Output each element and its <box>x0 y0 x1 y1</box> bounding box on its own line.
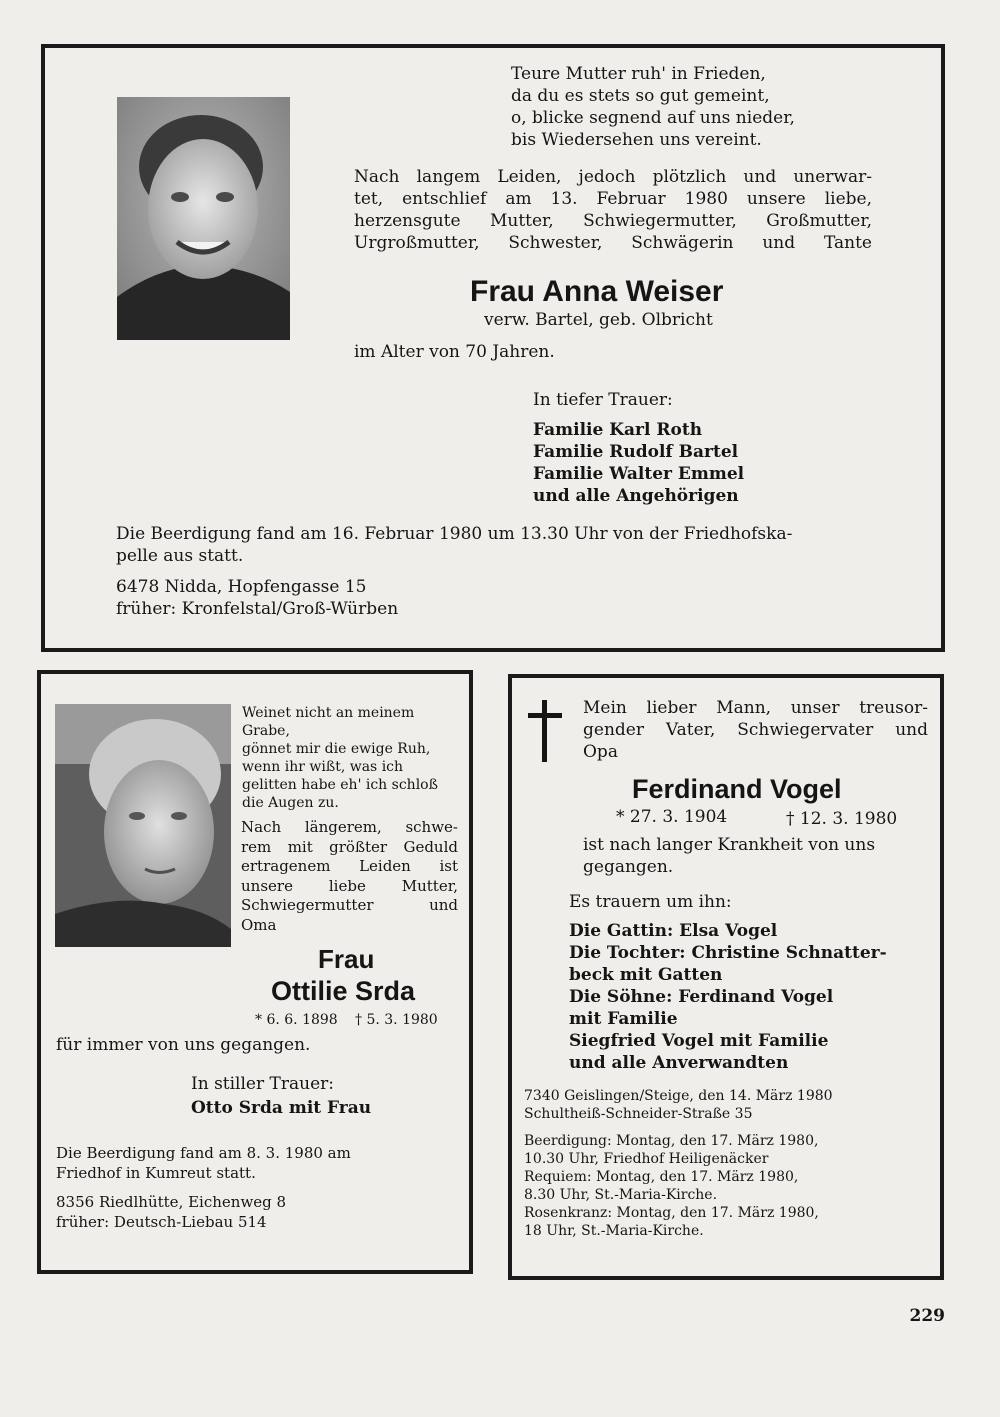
died-date: † 12. 3. 1980 <box>786 809 898 829</box>
mourner-line: Die Tochter: Christine Schnatter- <box>569 943 887 963</box>
mourners-list <box>569 920 887 1074</box>
intro-line: Urgroßmutter, Schwester, Schwägerin und Tante <box>354 233 872 253</box>
mourner-line: mit Familie <box>569 1009 678 1029</box>
mourners-list <box>533 419 744 507</box>
intro-line: Mein lieber Mann, unser treusor- <box>583 698 928 718</box>
mourner-line: Familie Walter Emmel <box>533 464 745 484</box>
mourner-line: Die Gattin: Elsa Vogel <box>569 921 778 941</box>
poem-line: Weinet nicht an meinem <box>242 705 415 721</box>
detail-line: Rosenkranz: Montag, den 17. März 1980, <box>524 1205 819 1221</box>
mourner-line: Familie Karl Roth <box>533 420 703 440</box>
deceased-name: Ferdinand Vogel <box>632 774 842 804</box>
intro-line: Nach langem Leiden, jedoch plötzlich und unerwar- <box>354 167 872 187</box>
detail-line: 8.30 Uhr, St.-Maria-Kirche. <box>524 1187 718 1203</box>
portrait-photo <box>117 97 290 340</box>
deceased-title: Frau <box>318 944 375 974</box>
address-line: früher: Deutsch-Liebau 514 <box>56 1212 267 1231</box>
poem-text <box>242 704 462 812</box>
poem-line: wenn ihr wißt, was ich <box>242 759 404 775</box>
funeral-line: pelle aus statt. <box>116 546 244 566</box>
detail-line: 10.30 Uhr, Friedhof Heiligenäcker <box>524 1151 769 1167</box>
passed-text <box>583 834 875 878</box>
deceased-name: Ottilie Srda <box>271 976 416 1006</box>
poem-line: bis Wiedersehen uns vereint. <box>511 130 762 150</box>
intro-line: ertragenem Leiden ist <box>241 857 458 875</box>
intro-line: Schwiegermutter und <box>241 896 458 914</box>
mourner-name: Otto Srda mit Frau <box>191 1098 372 1118</box>
maiden-name: verw. Bartel, geb. Olbricht <box>484 310 713 330</box>
mourner-line: Familie Rudolf Bartel <box>533 442 739 462</box>
age-text: im Alter von 70 Jahren. <box>354 342 555 362</box>
mourner-line: Siegfried Vogel mit Familie <box>569 1031 829 1051</box>
intro-line: herzensgute Mutter, Schwiegermutter, Großmutter, <box>354 211 872 231</box>
born-date: * 6. 6. 1898 <box>255 1012 338 1028</box>
poem-line: gelitten habe eh' ich schloß <box>242 777 438 793</box>
mourning-label: Es trauern um ihn: <box>569 892 732 912</box>
poem-line: Teure Mutter ruh' in Frieden, <box>511 64 766 84</box>
intro-text <box>354 166 872 254</box>
funeral-text <box>56 1144 351 1183</box>
poem-line: da du es stets so gut gemeint, <box>511 86 770 106</box>
poem-line: gönnet mir die ewige Ruh, <box>242 741 431 757</box>
poem-line: Grabe, <box>242 723 290 739</box>
mourning-label: In stiller Trauer: <box>191 1074 334 1094</box>
cross-icon <box>528 700 562 762</box>
detail-line: Beerdigung: Montag, den 17. März 1980, <box>524 1133 819 1149</box>
place-date-line: Schultheiß-Schneider-Straße 35 <box>524 1106 753 1122</box>
intro-line: gender Vater, Schwiegervater und <box>583 720 928 740</box>
passed-line: ist nach langer Krankheit von uns <box>583 835 876 855</box>
intro-line: unsere liebe Mutter, <box>241 876 458 895</box>
deceased-name: Frau Anna Weiser <box>470 275 724 308</box>
place-date-line: 7340 Geislingen/Steige, den 14. März 1980 <box>524 1088 833 1104</box>
service-details <box>524 1132 819 1240</box>
page-number: 229 <box>909 1306 945 1326</box>
passed-line: gegangen. <box>583 857 674 877</box>
funeral-line: Friedhof in Kumreut statt. <box>56 1163 256 1182</box>
address-text <box>56 1193 286 1232</box>
address-line: 8356 Riedlhütte, Eichenweg 8 <box>56 1193 287 1211</box>
intro-line: tet, entschlief am 13. Februar 1980 unsere liebe, <box>354 189 872 209</box>
intro-text <box>241 818 458 935</box>
portrait-illustration <box>117 97 290 340</box>
portrait-photo <box>55 704 231 947</box>
portrait-illustration <box>55 704 231 947</box>
poem-line: o, blicke segnend auf uns nieder, <box>511 108 795 128</box>
address-line: 6478 Nidda, Hopfengasse 15 <box>116 577 367 597</box>
passed-text: für immer von uns gegangen. <box>56 1035 311 1055</box>
address-text <box>116 576 398 620</box>
mourner-line: Die Söhne: Ferdinand Vogel <box>569 987 834 1007</box>
intro-line: Opa <box>583 742 618 762</box>
intro-line: Nach längerem, schwe- <box>241 818 458 836</box>
funeral-text <box>116 523 876 567</box>
detail-line: 18 Uhr, St.-Maria-Kirche. <box>524 1223 704 1239</box>
intro-text <box>583 697 928 763</box>
mourning-label: In tiefer Trauer: <box>533 390 673 410</box>
mourner-line: und alle Angehörigen <box>533 486 739 506</box>
born-date: * 27. 3. 1904 <box>616 807 728 827</box>
poem-text <box>511 63 871 151</box>
died-date: † 5. 3. 1980 <box>355 1012 438 1028</box>
poem-line: die Augen zu. <box>242 795 339 811</box>
funeral-line: Die Beerdigung fand am 8. 3. 1980 am <box>56 1144 351 1162</box>
mourner-line: und alle Anverwandten <box>569 1053 789 1073</box>
funeral-line: Die Beerdigung fand am 16. Februar 1980 um 13.30 Uhr von der Friedhofska- <box>116 524 793 544</box>
address-line: früher: Kronfelstal/Groß-Würben <box>116 599 399 619</box>
intro-line: rem mit größter Geduld <box>241 837 458 856</box>
intro-line: Oma <box>241 915 277 934</box>
place-date-text <box>524 1087 833 1123</box>
mourner-line: beck mit Gatten <box>569 965 723 985</box>
detail-line: Requiem: Montag, den 17. März 1980, <box>524 1169 799 1185</box>
